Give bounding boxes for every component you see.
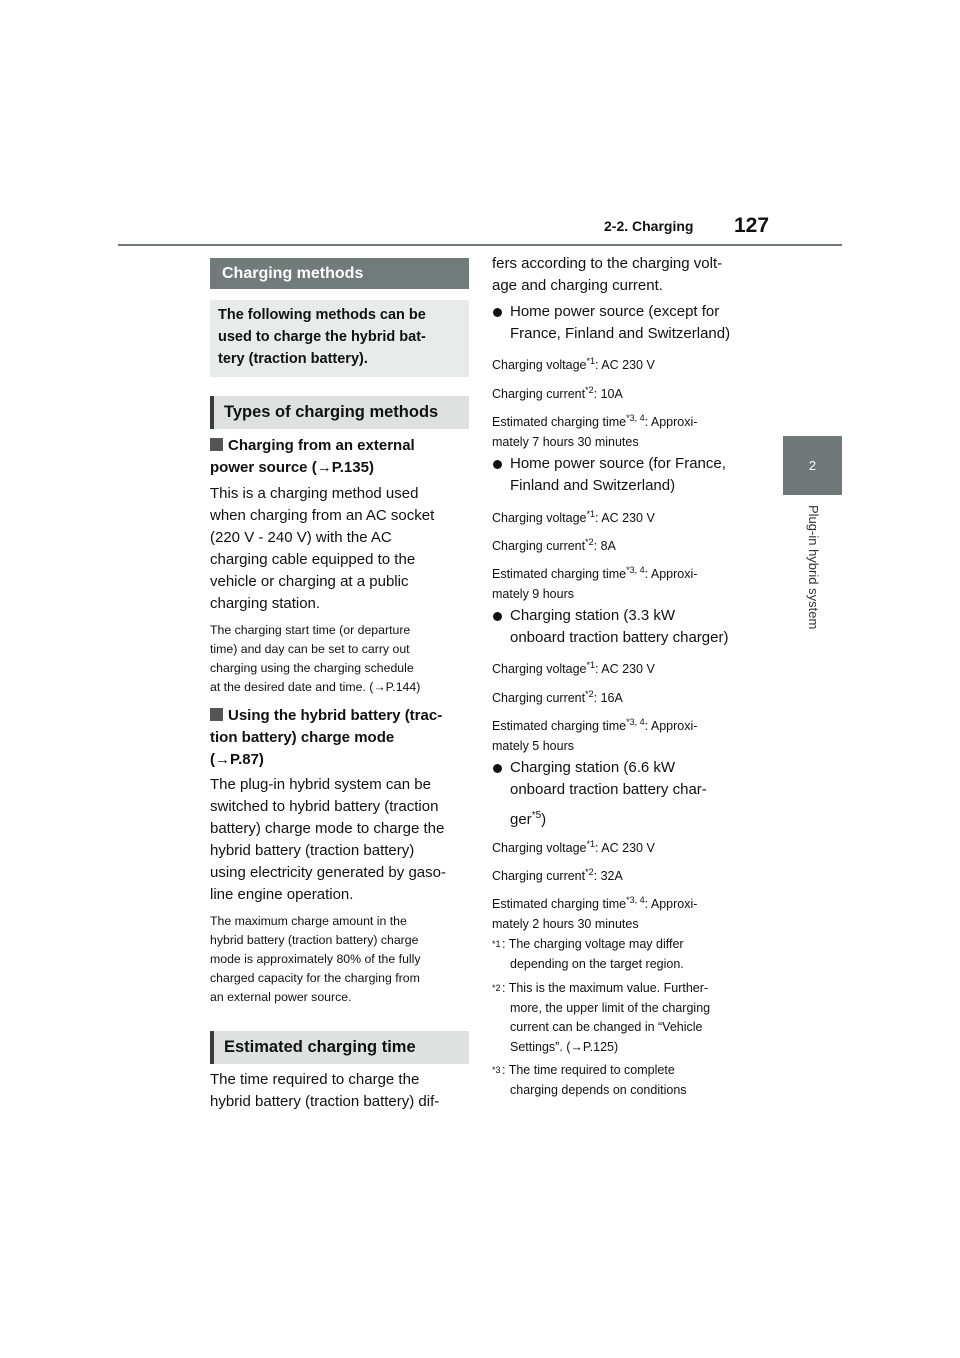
spec-current: Charging current$^{*2}$: 10A (492, 385, 623, 402)
chapter-label: Plug-in hybrid system (805, 505, 821, 630)
page-number: 127 (734, 214, 770, 237)
charging-option: Home power source (except for France, Finland and Switzerland) (492, 301, 762, 345)
spec-time: Estimated charging time$^{*3, 4}$: Approxi- mately 2 hours 30 minutes (492, 895, 698, 932)
heading-charging-methods-text: Charging methods (222, 264, 364, 282)
bullet-icon (493, 612, 502, 621)
spec-current: Charging current$^{*2}$: 32A (492, 867, 623, 884)
time-body-continued: fers according to the charging volt- age and charging current. (492, 255, 723, 294)
external-body: This is a charging method used when charging from an AC socket (220 V - 240 V) with the AC charging cable equipped to the vehicle or charging at a public charging station. (210, 485, 435, 612)
chapter-label-wrap (783, 505, 842, 665)
hybrid-battery-note: The maximum charge amount in the hybrid battery (traction battery) charge mode is approximately 80% of the fully charged capacity for the charging from an external power source. (210, 914, 421, 1004)
spec-current: Charging current$^{*2}$: 8A (492, 537, 616, 554)
heading-charging-methods (210, 258, 469, 289)
intro-line: The following methods can be (218, 307, 426, 323)
intro-box (210, 300, 469, 377)
external-note: The charging start time (or departure time) and day can be set to carry out charging using the charging schedule at the desired date and time. (→P.144) (210, 623, 421, 694)
charging-option: Home power source (for France, Finland and Switzerland) (492, 453, 762, 497)
heading-estimated-time-text: Estimated charging time (224, 1038, 416, 1056)
heading-estimated-time (210, 1031, 469, 1064)
square-bullet-icon (210, 708, 223, 721)
chapter-number: 2 (808, 458, 817, 473)
heading-types (210, 396, 469, 429)
charging-option: Charging station (3.3 kW onboard traction battery charger) (492, 605, 762, 649)
bullet-icon (493, 764, 502, 773)
footnote: $^{*2}$ : This is the maximum value. Further- more, the upper limit of the charging current can be changed in “Vehicle Settings”. (→P.125) (492, 981, 711, 1054)
footnote: $^{*1}$ : The charging voltage may differ depending on the target region. (492, 937, 684, 971)
charging-option: Charging station (6.6 kW onboard traction battery char- ger$^{*5}$) (492, 757, 762, 831)
chapter-tab (783, 436, 842, 495)
hybrid-battery-body: The plug-in hybrid system can be switched to hybrid battery (traction battery) charge mode to charge the hybrid battery (traction battery) using electricity generated by gaso- line engine operation. (210, 776, 446, 903)
spec-time: Estimated charging time$^{*3, 4}$: Approxi- mately 9 hours (492, 565, 698, 602)
spec-time: Estimated charging time$^{*3, 4}$: Approxi- mately 5 hours (492, 717, 698, 754)
spec-time: Estimated charging time$^{*3, 4}$: Approxi- mately 7 hours 30 minutes (492, 413, 698, 450)
time-body: The time required to charge the hybrid battery (traction battery) dif- (210, 1071, 440, 1110)
subhead-hybrid-battery: Using the hybrid battery (trac- tion battery) charge mode (→P.87) (210, 707, 443, 768)
bullet-icon (493, 460, 502, 469)
spec-voltage: Charging voltage$^{*1}$: AC 230 V (492, 509, 655, 526)
subhead-external: Charging from an external power source (→P.135) (210, 437, 415, 476)
spec-current: Charging current$^{*2}$: 16A (492, 689, 623, 706)
intro-line: tery (traction battery). (218, 351, 368, 367)
spec-voltage: Charging voltage$^{*1}$: AC 230 V (492, 660, 655, 677)
bullet-icon (493, 308, 502, 317)
intro-line: used to charge the hybrid bat- (218, 329, 426, 345)
spec-voltage: Charging voltage$^{*1}$: AC 230 V (492, 839, 655, 856)
square-bullet-icon (210, 438, 223, 451)
section-title: 2-2. Charging (604, 218, 694, 234)
header-divider (118, 244, 842, 246)
heading-types-text: Types of charging methods (224, 403, 439, 421)
footnote: $^{*3}$ : The time required to complete charging depends on conditions (492, 1063, 687, 1097)
spec-voltage: Charging voltage$^{*1}$: AC 230 V (492, 356, 655, 373)
